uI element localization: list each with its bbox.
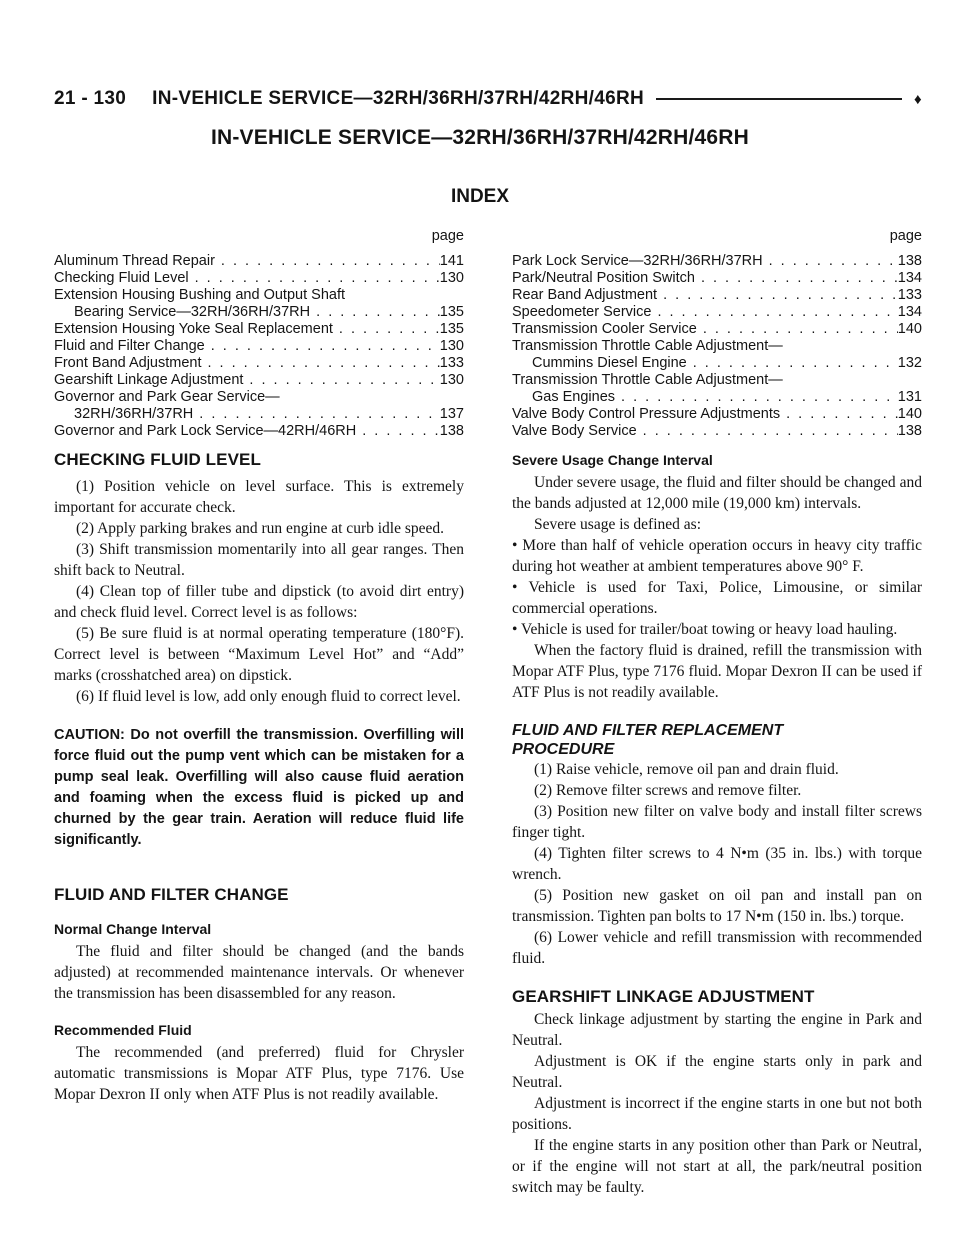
index-entry [54,355,464,372]
index-entry-title: Park/Neutral Position Switch [512,270,695,286]
index-leader-dots [657,287,898,304]
checking-step-6: (6) If fluid level is low, add only enough fluid to correct level. [76,688,461,705]
index-entry-title: Extension Housing Bushing and Output Shaft [54,287,345,303]
index-entry [54,406,464,423]
index-entry-page: 140 [897,321,922,337]
index-entry-page: 135 [439,321,464,337]
index-leader-dots [310,304,440,321]
index-entry-page: 130 [439,372,464,388]
index-entry [54,372,464,389]
index-title: INDEX [450,186,510,207]
index-leader-dots [356,423,440,440]
severe-refill-text: When the factory fluid is drained, refill the transmission with Mopar ATF Plus, type 7176 fluid. Mopar Dexron II can be used if ATF Plus is not readily available. [512,642,922,701]
index-entry [512,270,922,287]
procedure-step-4: (4) Tighten filter screws to 4 N•m (35 in. lbs.) with torque wrench. [512,845,922,883]
checking-step-1: (1) Position vehicle on level surface. This is extremely important for accurate check. [54,478,464,516]
index-entry-page: 138 [897,423,922,439]
index-entry-title: Transmission Throttle Cable Adjustment— [512,372,783,388]
index-entry-page: 134 [897,270,922,286]
index-entry [512,406,922,423]
procedure-step-6: (6) Lower vehicle and refill transmission with recommended fluid. [512,929,922,967]
index-leader-dots [695,270,898,287]
index-entry-title: Rear Band Adjustment [512,287,658,303]
procedure-step-2: (2) Remove filter screws and remove filter. [534,782,802,799]
index-entry-title: Aluminum Thread Repair [54,253,215,269]
procedure-step-5: (5) Position new gasket on oil pan and install pan on transmission. Tighten pan bolts to 17 N•m (150 in. lbs.) torque. [512,887,922,925]
procedure-step-1: (1) Raise vehicle, remove oil pan and drain fluid. [534,761,839,778]
index-leader-dots [333,321,440,338]
index-entry-page: 130 [439,338,464,354]
index-entry [512,253,922,270]
gearshift-para-2: Adjustment is OK if the engine starts only in park and Neutral. [512,1053,922,1091]
index-entry-title: Front Band Adjustment [54,355,202,371]
normal-interval-heading: Normal Change Interval [54,921,212,937]
running-title: IN-VEHICLE SERVICE—32RH/36RH/37RH/42RH/46RH [152,88,645,109]
recommended-fluid-text: The recommended (and preferred) fluid for Chrysler automatic transmissions is Mopar ATF Plus, type 7176. Use Mopar Dexron II only when ATF Plus is not readily available. [54,1044,464,1103]
index-list-right [512,228,922,440]
index-entry-title: Extension Housing Yoke Seal Replacement [54,321,333,337]
index-leader-dots [202,355,440,372]
index-entry [54,321,464,338]
index-entry [512,321,922,338]
header-rule [656,98,902,100]
index-entry [54,304,464,321]
index-entry [54,270,464,287]
diamond-icon: ♦ [914,90,922,108]
index-entry-page: 138 [439,423,464,439]
severe-usage-intro: Under severe usage, the fluid and filter should be changed and the bands adjusted at 12,000 mile (19,000 km) intervals. [512,474,922,512]
index-entry-page: 130 [439,270,464,286]
index-entry-title: Checking Fluid Level [54,270,189,286]
severe-usage-heading: Severe Usage Change Interval [512,452,713,468]
index-entry-page: 141 [439,253,464,269]
running-header [54,82,922,116]
severe-bullet-2: • Vehicle is used for Taxi, Police, Limousine, or similar commercial operations. [512,579,922,617]
index-leader-dots [763,253,898,270]
index-entry [54,253,464,270]
severe-bullet-1: • More than half of vehicle operation occurs in heavy city traffic during hot weather at ambient temperatures above 90° F. [512,537,922,575]
index-leader-dots [215,253,440,270]
index-entry-page: 133 [897,287,922,303]
index-entry-page: 131 [897,389,922,405]
index-leader-dots [205,338,440,355]
section-title: IN-VEHICLE SERVICE—32RH/36RH/37RH/42RH/46RH [210,126,750,149]
index-leader-dots [697,321,898,338]
procedure-heading-line-2: PROCEDURE [512,741,615,758]
index-entry-title: Governor and Park Gear Service— [54,389,280,405]
gearshift-para-1: Check linkage adjustment by starting the engine in Park and Neutral. [512,1011,922,1049]
index-entry [54,423,464,440]
index-entry [512,355,922,372]
index-entry-title: Valve Body Service [512,423,637,439]
severe-usage-defined: Severe usage is defined as: [534,516,701,533]
index-list-left [54,228,464,440]
index-entry-title: Transmission Throttle Cable Adjustment— [512,338,783,354]
checking-step-5: (5) Be sure fluid is at normal operating temperature (180°F). Correct level is between “Maximum Level Hot” and “Add” marks (crosshatched area) on dipstick. [54,625,464,684]
checking-step-2: (2) Apply parking brakes and run engine at curb idle speed. [76,520,445,537]
index-entry-title: Park Lock Service—32RH/36RH/37RH [512,253,763,269]
index-entry-title: Governor and Park Lock Service—42RH/46RH [54,423,357,439]
procedure-heading-line-1: FLUID AND FILTER REPLACEMENT [512,722,784,739]
index-leader-dots [615,389,898,406]
index-entry-title: Speedometer Service [512,304,652,320]
index-entry-title: Gearshift Linkage Adjustment [54,372,244,388]
severe-bullet-3: • Vehicle is used for trailer/boat towing or heavy load hauling. [512,621,898,638]
index-entry-title-cont: Bearing Service—32RH/36RH/37RH [74,304,311,320]
checking-step-4: (4) Clean top of filler tube and dipstick (to avoid dirt entry) and check fluid level. Correct level is as follows: [54,583,464,621]
index-entry-page: 140 [897,406,922,422]
index-entry-page: 134 [897,304,922,320]
index-leader-dots [193,406,440,423]
index-leader-dots [651,304,897,321]
index-entry-title-cont: 32RH/36RH/37RH [74,406,194,422]
index-entry [512,304,922,321]
index-entry-page: 132 [897,355,922,371]
index-entry-page: 135 [439,304,464,320]
index-leader-dots [243,372,439,389]
gearshift-para-3: Adjustment is incorrect if the engine starts in one but not both positions. [512,1095,922,1133]
index-page-label: page [431,228,464,244]
index-entry-page: 137 [439,406,464,422]
left-column [54,450,464,1105]
index-leader-dots [780,406,898,423]
gearshift-linkage-heading: GEARSHIFT LINKAGE ADJUSTMENT [512,987,815,1006]
checking-fluid-heading: CHECKING FLUID LEVEL [54,450,261,469]
procedure-step-3: (3) Position new filter on valve body and install filter screws finger tight. [512,803,922,841]
checking-step-3: (3) Shift transmission momentarily into all gear ranges. Then shift back to Neutral. [54,541,464,579]
index-entry [512,389,922,406]
index-entry [512,287,922,304]
right-column [512,450,922,1198]
index-entry-title: Valve Body Control Pressure Adjustments [512,406,781,422]
index-entry-title-cont: Gas Engines [532,389,616,405]
index-entry [512,423,922,440]
index-leader-dots [637,423,898,440]
index-entry-page: 133 [439,355,464,371]
gearshift-para-4: If the engine starts in any position other than Park or Neutral, or if the engine will not start at all, the park/neutral position switch may be faulty. [512,1137,922,1196]
page-number: 21 - 130 [54,88,127,109]
normal-interval-text: The fluid and filter should be changed (and the bands adjusted) at recommended maintenance intervals. Or whenever the transmission has been disassembled for any reason. [54,943,464,1002]
index-leader-dots [189,270,440,287]
index-leader-dots [687,355,898,372]
fluid-filter-change-heading: FLUID AND FILTER CHANGE [54,885,289,904]
recommended-fluid-heading: Recommended Fluid [54,1022,192,1038]
index-page-label: page [889,228,922,244]
index-entry-title: Transmission Cooler Service [512,321,697,337]
index-entry-title-cont: Cummins Diesel Engine [532,355,687,371]
index-entry [54,338,464,355]
index-entry-title: Fluid and Filter Change [54,338,205,354]
caution-note: CAUTION: Do not overfill the transmission. Overfilling will force fluid out the pump vent which can be mistaken for a pump seal leak. Overfilling will also cause fluid aeration and foaming when the excess fluid is picked up and churned by the gear train. Aeration will reduce fluid life significantly. [54,727,464,848]
index-entry-page: 138 [897,253,922,269]
